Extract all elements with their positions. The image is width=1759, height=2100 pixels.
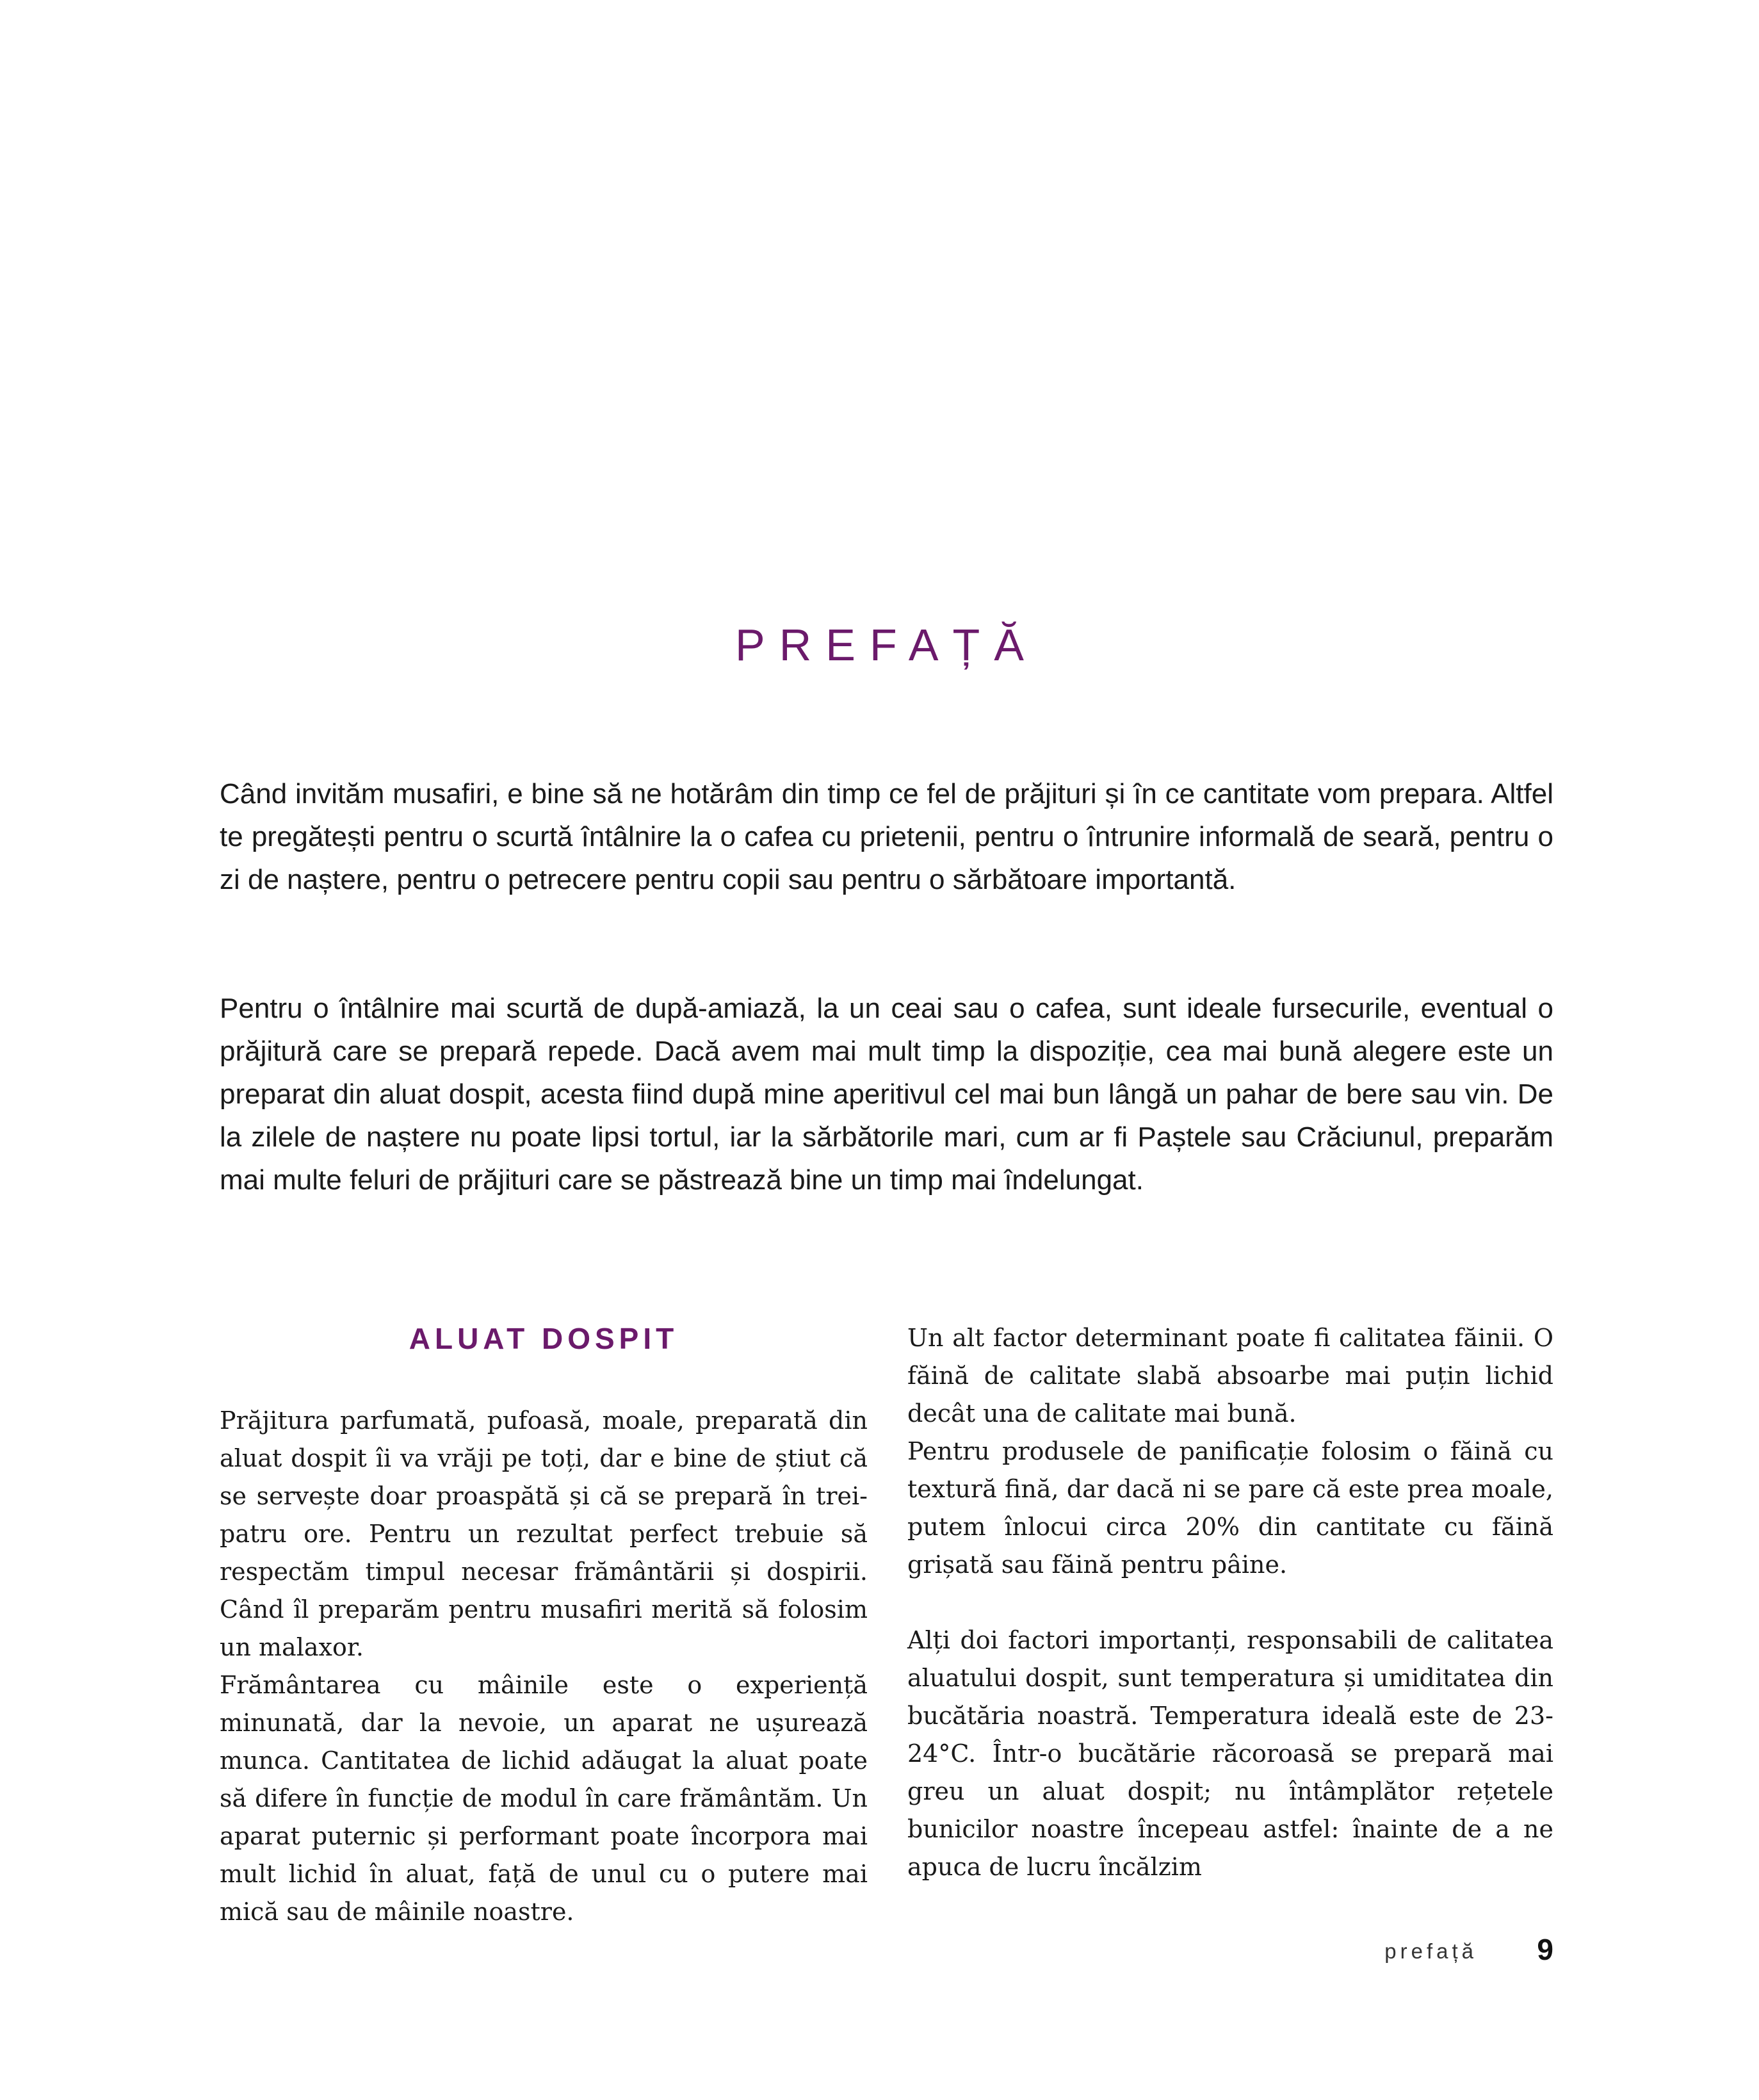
right-column [907, 1319, 1553, 1886]
right-paragraph-1: Un alt factor determinant poate fi calitatea făinii. O făină de calitate slabă absoarbe mai puțin lichid decât una de calitate mai bună. [907, 1324, 1553, 1428]
running-footer: prefață [1384, 1939, 1477, 1963]
intro-paragraph-1: Când invităm musafiri, e bine să ne hotărâm din timp ce fel de prăjituri și în ce cantitate vom prepara. Altfel te pregătești pentru o scurtă întâlnire la o cafea cu prietenii, pentru o întrunire informală de seară, pentru o zi de naștere, pentru o petrecere pentru copii sau pentru o sărbătoare importantă. [220, 778, 1553, 895]
section-heading: ALUAT DOSPIT [409, 1322, 679, 1355]
paragraph-spacer [907, 1584, 1553, 1622]
right-paragraph-3: Alți doi factori importanți, responsabili de calitatea aluatului dospit, sunt temperatura și umiditatea din bucătăria noastră. Temperatura ideală este de 23-24°C. Într-o bucătărie răcoroasă se prepară mai greu un aluat dospit; nu întâmplător rețetele bunicilor noastre începeau astfel: înainte de a ne apuca de lucru încălzim [907, 1626, 1553, 1881]
left-paragraph-1: Prăjitura parfumată, pufoasă, moale, preparată din aluat dospit îi va vrăji pe toți, dar e bine de știut că se servește doar proaspătă și că se prepară în trei-patru ore. Pentru un rezultat perfect trebuie să respectăm timpul necesar frământării și dospirii. Când îl preparăm pentru musafiri merită să folosim un malaxor. [220, 1406, 868, 1661]
intro-paragraph-2: Pentru o întâlnire mai scurtă de după-amiază, la un ceai sau o cafea, sunt ideale fursecurile, eventual o prăjitură care se prepară repede. Dacă avem mai mult timp la dispoziție, cea mai bună alegere este un preparat din aluat dospit, acesta fiind după mine aperitivul cel mai bun lângă un pahar de bere sau vin. De la zilele de naștere nu poate lipsi tortul, iar la sărbătorile mari, cum ar fi Paștele sau Crăciunul, preparăm mai multe feluri de prăjituri care se păstrează bine un timp mai îndelungat. [220, 993, 1553, 1196]
left-paragraph-2: Frământarea cu mâinile este o experiență minunată, dar la nevoie, un aparat ne ușurează munca. Cantitatea de lichid adăugat la aluat poate să difere în funcție de modul în care frământăm. Un aparat puternic și performant poate încorpora mai mult lichid în aluat, față de unul cu o putere mai mică sau de mâinile noastre. [220, 1671, 868, 1926]
left-column [220, 1319, 868, 1931]
right-paragraph-2: Pentru produsele de panificație folosim o făină cu textură fină, dar dacă ni se pare că este prea moale, putem înlocui circa 20% din cantitate cu făină grișată sau făină pentru pâine. [907, 1437, 1553, 1579]
page-number: 9 [1537, 1933, 1553, 1966]
page-title: PREFAȚĂ [735, 620, 1038, 670]
